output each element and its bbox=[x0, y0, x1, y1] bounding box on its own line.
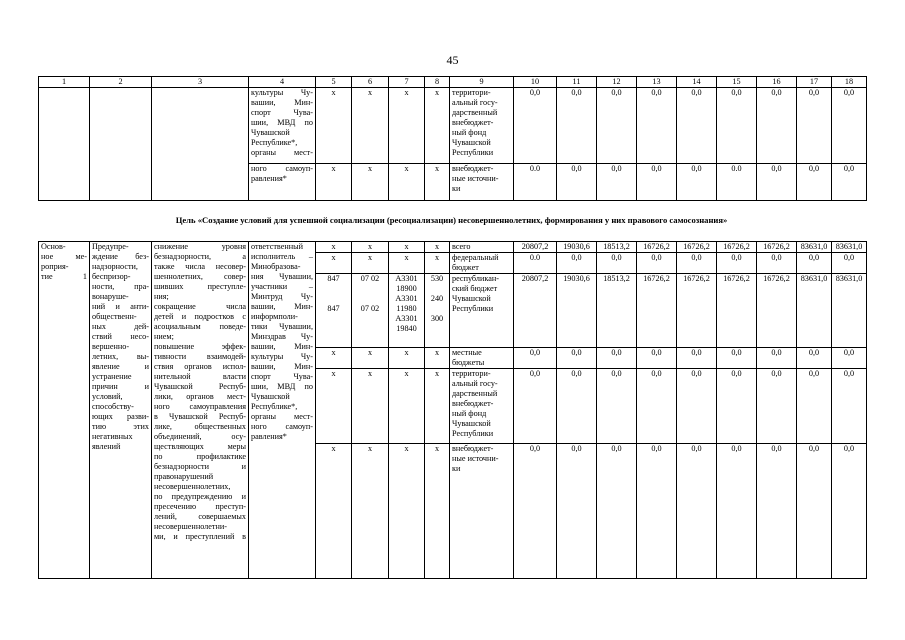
cell-line: ответственный bbox=[251, 242, 304, 251]
cell-value: 0,0 bbox=[677, 369, 717, 444]
header-cell: 11 bbox=[557, 77, 597, 88]
cell-col3 bbox=[152, 88, 249, 201]
cell-line bbox=[427, 284, 447, 294]
cell-value: 0,0 bbox=[717, 369, 757, 444]
cell-source bbox=[450, 348, 514, 369]
page-number: 45 bbox=[446, 53, 459, 67]
cell-line: равления* bbox=[251, 432, 287, 441]
cell-c7: x bbox=[389, 444, 425, 579]
cell-line: Чувашской bbox=[251, 392, 290, 401]
cell-value: 0,0 bbox=[514, 348, 557, 369]
cell-line: 18900 bbox=[396, 284, 417, 293]
cell-executor bbox=[249, 164, 316, 201]
cell-source bbox=[450, 274, 514, 348]
cell-value: 18513,2 bbox=[597, 274, 637, 348]
cell-line: территори- bbox=[452, 369, 491, 378]
cell-value: 83631,0 bbox=[832, 274, 867, 348]
cell-value: 83631,0 bbox=[832, 242, 867, 253]
cell-line: тивности взаимодей- bbox=[154, 352, 246, 361]
cell-value: 0,0 bbox=[717, 348, 757, 369]
cell-line: явление и bbox=[92, 362, 149, 371]
cell-line bbox=[318, 294, 349, 304]
cell-line: вашии, Мин- bbox=[251, 98, 313, 107]
header-cell: 13 bbox=[637, 77, 677, 88]
cell-line: Чувашской bbox=[452, 138, 491, 147]
cell-line: внебюджет- bbox=[452, 164, 494, 173]
cell-line: бюджет bbox=[452, 263, 479, 272]
cell-line: бюджеты bbox=[452, 358, 485, 367]
cell-line: несовершеннолетни- bbox=[154, 522, 227, 531]
cell-source bbox=[450, 253, 514, 274]
cell-line: беспризор- bbox=[92, 272, 131, 281]
cell-line: ки bbox=[452, 464, 461, 473]
header-cell: 8 bbox=[425, 77, 450, 88]
cell-line: шии, МВД по bbox=[251, 382, 313, 391]
cell-value: 19030,6 bbox=[557, 274, 597, 348]
cell-value: 0,0 bbox=[717, 253, 757, 274]
cell-value: 0,0 bbox=[757, 444, 797, 579]
cell-value: 0,0 bbox=[514, 444, 557, 579]
cell-line: ный фонд bbox=[452, 128, 487, 137]
cell-line: спорт Чува- bbox=[251, 372, 313, 381]
cell-line: ный фонд bbox=[452, 409, 487, 418]
cell-c8: x bbox=[425, 242, 450, 253]
cell-value: 16726,2 bbox=[717, 242, 757, 253]
header-cell: 5 bbox=[316, 77, 352, 88]
cell-value: 0,0 bbox=[717, 444, 757, 579]
cell-value: 0,0 bbox=[797, 164, 832, 201]
cell-value: 0,0 bbox=[514, 88, 557, 164]
cell-value: 0,0 bbox=[797, 444, 832, 579]
cell-line: роприя- bbox=[41, 262, 69, 271]
cell-value: 0,0 bbox=[514, 369, 557, 444]
cell-value: 0,0 bbox=[797, 369, 832, 444]
cell-line: ности, пра- bbox=[92, 282, 149, 291]
cell-value: 0,0 bbox=[717, 88, 757, 164]
cell-value: 0,0 bbox=[597, 88, 637, 164]
cell-line: способству- bbox=[92, 402, 134, 411]
cell-line: явлений bbox=[92, 442, 121, 451]
cell-line: 07 02 bbox=[360, 274, 380, 283]
cell-value: 0,0 bbox=[797, 253, 832, 274]
cell-value: 0,0 bbox=[757, 369, 797, 444]
cell-line: ния; bbox=[154, 292, 169, 301]
cell-line: органы мест- bbox=[251, 148, 313, 157]
cell-measure-name bbox=[90, 242, 152, 579]
cell-line: ми, и преступлений в bbox=[154, 532, 246, 541]
cell-c7 bbox=[389, 274, 425, 348]
cell-line: ждение без- bbox=[92, 252, 149, 261]
cell-line: органы мест- bbox=[251, 412, 313, 421]
cell-line: Минтруд Чу- bbox=[251, 292, 313, 301]
cell-line: Предупре- bbox=[92, 242, 129, 251]
cell-c7: x bbox=[389, 253, 425, 274]
cell-line: 19840 bbox=[396, 324, 417, 333]
cell-line bbox=[427, 304, 447, 314]
cell-line: внебюджет- bbox=[452, 444, 494, 453]
cell-line: тию этих bbox=[92, 422, 149, 431]
cell-line: также числа несовер- bbox=[154, 262, 246, 271]
cell-line: Республики bbox=[452, 148, 494, 157]
cell-value: 0,0 bbox=[637, 164, 677, 201]
header-cell: 14 bbox=[677, 77, 717, 88]
cell-measure-number bbox=[39, 242, 90, 579]
header-cell: 12 bbox=[597, 77, 637, 88]
cell-line: информполи- bbox=[251, 312, 298, 321]
cell-line: федеральный bbox=[452, 253, 499, 262]
cell-line: Чувашской bbox=[452, 294, 491, 303]
cell-c5: x bbox=[316, 242, 352, 253]
cell-line: надзорности, bbox=[92, 262, 138, 271]
cell-value: 0,0 bbox=[597, 369, 637, 444]
cell-line: ский бюджет bbox=[452, 284, 498, 293]
cell-line: снижение уровня bbox=[154, 242, 246, 251]
cell-c8: x bbox=[425, 253, 450, 274]
cell-value: 0,0 bbox=[757, 253, 797, 274]
cell-line: шеннолетних, совер- bbox=[154, 272, 246, 281]
cell-line: территори- bbox=[452, 88, 491, 97]
cell-line: ющих разви- bbox=[92, 412, 149, 421]
cell-value: 0,0 bbox=[677, 348, 717, 369]
cell-c6: x bbox=[352, 242, 389, 253]
cell-line: нием; bbox=[154, 332, 174, 341]
cell-line: вонаруше- bbox=[92, 292, 129, 301]
cell-line: Чувашской bbox=[251, 128, 290, 137]
cell-line: дарственный bbox=[452, 108, 498, 117]
cell-line: дарственный bbox=[452, 389, 498, 398]
cell-line: ществляющих меры bbox=[154, 442, 246, 451]
cell-line: местные bbox=[452, 348, 482, 357]
cell-value: 0.0 bbox=[717, 164, 757, 201]
cell-line: ные источни- bbox=[452, 174, 499, 183]
cell-line: по предупреждению и bbox=[154, 492, 246, 501]
cell-line: тики Чувашии, bbox=[251, 322, 313, 331]
cell-value: 0,0 bbox=[637, 253, 677, 274]
cell-line: тие 1 bbox=[41, 272, 87, 281]
header-cell: 9 bbox=[450, 77, 514, 88]
cell-line: лений, совершаемых bbox=[154, 512, 246, 521]
cell-line: 07 02 bbox=[360, 304, 380, 313]
cell-line: Республике*, bbox=[251, 402, 298, 411]
cell-line: ного самоуп- bbox=[251, 164, 313, 173]
cell-line: всего bbox=[452, 242, 471, 251]
cell-c5 bbox=[316, 274, 352, 348]
cell-line: нительной власти bbox=[154, 372, 246, 381]
cell-value: 83631,0 bbox=[797, 242, 832, 253]
cell-line: ного самоуп- bbox=[251, 422, 313, 431]
cell-line bbox=[318, 284, 349, 294]
cell-executor bbox=[249, 88, 316, 164]
cell-value: 0,0 bbox=[557, 369, 597, 444]
cell-line: исполнитель – bbox=[251, 252, 313, 261]
cell-value: 20807,2 bbox=[514, 274, 557, 348]
cell-line: А3301 bbox=[395, 314, 418, 323]
cell-value: 0,0 bbox=[557, 444, 597, 579]
cell-source bbox=[450, 88, 514, 164]
table-row bbox=[39, 88, 867, 164]
cell-expected-results bbox=[152, 242, 249, 579]
cell-line: по профилактике bbox=[154, 452, 246, 461]
cell-line: лики, органов мест- bbox=[154, 392, 246, 401]
header-cell: 3 bbox=[152, 77, 249, 88]
cell-line: общественн- bbox=[92, 312, 137, 321]
cell-line: повышение эффек- bbox=[154, 342, 246, 351]
cell-line: спорт Чува- bbox=[251, 108, 313, 117]
cell-c5: x bbox=[316, 88, 352, 164]
cell-c6: x bbox=[352, 253, 389, 274]
header-cell: 16 bbox=[757, 77, 797, 88]
cell-line: 530 bbox=[430, 274, 444, 283]
cell-line: 847 bbox=[327, 304, 340, 313]
cell-value: 0,0 bbox=[677, 444, 717, 579]
cell-value: 0,0 bbox=[677, 88, 717, 164]
cell-value: 0,0 bbox=[832, 348, 867, 369]
cell-c6: x bbox=[352, 369, 389, 444]
cell-value: 0,0 bbox=[597, 253, 637, 274]
cell-line: шивших преступле- bbox=[154, 282, 246, 291]
header-cell: 17 bbox=[797, 77, 832, 88]
cell-line: ное ме- bbox=[41, 252, 87, 261]
cell-line: устранение bbox=[92, 372, 132, 381]
cell-value: 0,0 bbox=[677, 253, 717, 274]
cell-line: вашии, Мин- bbox=[251, 362, 313, 371]
cell-line: альный госу- bbox=[452, 379, 498, 388]
cell-line: негативных bbox=[92, 432, 133, 441]
cell-col2 bbox=[90, 88, 152, 201]
header-cell: 10 bbox=[514, 77, 557, 88]
cell-line: ные источни- bbox=[452, 454, 499, 463]
cell-line: в Чувашской Респуб- bbox=[154, 412, 246, 421]
cell-value: 0,0 bbox=[637, 88, 677, 164]
cell-c5: x bbox=[316, 164, 352, 201]
cell-line: Чувашской Респуб- bbox=[154, 382, 246, 391]
cell-value: 0.0 bbox=[514, 253, 557, 274]
cell-line: Основ- bbox=[41, 242, 66, 251]
cell-source bbox=[450, 369, 514, 444]
cell-c6 bbox=[352, 274, 389, 348]
cell-c8: x bbox=[425, 444, 450, 579]
cell-line: сокращение числа bbox=[154, 302, 246, 311]
cell-value: 0,0 bbox=[757, 348, 797, 369]
header-cell: 4 bbox=[249, 77, 316, 88]
cell-c7: x bbox=[389, 164, 425, 201]
main-table bbox=[38, 241, 867, 579]
cell-line: Республики bbox=[452, 304, 494, 313]
cell-line: асоциальным поведе- bbox=[154, 322, 246, 331]
cell-value: 0.0 bbox=[514, 164, 557, 201]
cell-line: ния Чувашии, bbox=[251, 272, 313, 281]
cell-line: А3301 bbox=[395, 274, 418, 283]
cell-value: 0,0 bbox=[637, 369, 677, 444]
cell-line: участники – bbox=[251, 282, 313, 291]
cell-value: 0,0 bbox=[597, 164, 637, 201]
cell-source bbox=[450, 444, 514, 579]
cell-c6: x bbox=[352, 348, 389, 369]
table-row bbox=[39, 242, 867, 253]
cell-value: 16726,2 bbox=[757, 274, 797, 348]
cell-value: 83631,0 bbox=[797, 274, 832, 348]
cell-value: 16726,2 bbox=[677, 274, 717, 348]
cell-c5: x bbox=[316, 348, 352, 369]
cell-line bbox=[354, 294, 386, 304]
cell-value: 16726,2 bbox=[757, 242, 797, 253]
cell-line: республикан- bbox=[452, 274, 499, 283]
cell-line: шии, МВД по bbox=[251, 118, 313, 127]
cell-line bbox=[354, 284, 386, 294]
cell-line: Минздрав Чу- bbox=[251, 332, 313, 341]
cell-line: равления* bbox=[251, 174, 287, 183]
cell-value: 0,0 bbox=[597, 444, 637, 579]
cell-col1 bbox=[39, 88, 90, 201]
cell-c8: x bbox=[425, 369, 450, 444]
cell-line: безнадзорности, а bbox=[154, 252, 246, 261]
cell-line: Республике*, bbox=[251, 138, 298, 147]
cell-line: Республики bbox=[452, 429, 494, 438]
cell-line: внебюджет- bbox=[452, 399, 494, 408]
cell-line: ных дей- bbox=[92, 322, 149, 331]
cell-line: 240 bbox=[430, 294, 444, 303]
cell-value: 20807,2 bbox=[514, 242, 557, 253]
cell-line: несовершеннолетних, bbox=[154, 482, 231, 491]
header-cell: 2 bbox=[90, 77, 152, 88]
cell-line: ки bbox=[452, 184, 461, 193]
top-table bbox=[38, 76, 867, 201]
cell-line: лике, общественных bbox=[154, 422, 246, 431]
cell-source bbox=[450, 164, 514, 201]
cell-line: детей и подростков с bbox=[154, 312, 246, 321]
cell-line: безнадзорности и bbox=[154, 462, 246, 471]
cell-line: Чувашской bbox=[452, 419, 491, 428]
cell-value: 0,0 bbox=[677, 164, 717, 201]
cell-value: 19030,6 bbox=[557, 242, 597, 253]
cell-value: 0,0 bbox=[832, 164, 867, 201]
cell-value: 0,0 bbox=[557, 253, 597, 274]
cell-line: 11980 bbox=[396, 304, 417, 313]
cell-line: причин и bbox=[92, 382, 149, 391]
cell-value: 0,0 bbox=[637, 348, 677, 369]
header-row bbox=[39, 77, 867, 88]
cell-c7: x bbox=[389, 88, 425, 164]
cell-value: 0,0 bbox=[832, 88, 867, 164]
cell-line: вашии, Мин- bbox=[251, 302, 313, 311]
cell-value: 16726,2 bbox=[717, 274, 757, 348]
cell-line: пресечению преступ- bbox=[154, 502, 246, 511]
cell-line: А3301 bbox=[395, 294, 418, 303]
cell-value: 16726,2 bbox=[677, 242, 717, 253]
cell-line: 847 bbox=[327, 274, 340, 283]
cell-line: объединений, осу- bbox=[154, 432, 246, 441]
cell-value: 0,0 bbox=[557, 348, 597, 369]
cell-value: 0,0 bbox=[557, 164, 597, 201]
cell-c8: x bbox=[425, 348, 450, 369]
cell-source bbox=[450, 242, 514, 253]
goal-title: Цель «Создание условий для успешной социализации (ресоциализации) несовершеннолетних, формирования у них правового самосознания» bbox=[175, 215, 728, 225]
cell-line: вершенно- bbox=[92, 342, 130, 351]
cell-c8: x bbox=[425, 88, 450, 164]
cell-value: 16726,2 bbox=[637, 274, 677, 348]
cell-value: 0,0 bbox=[757, 88, 797, 164]
cell-line: культуры Чу- bbox=[251, 352, 313, 361]
cell-line: условий, bbox=[92, 392, 123, 401]
cell-value: 0,0 bbox=[832, 369, 867, 444]
cell-value: 16726,2 bbox=[637, 242, 677, 253]
cell-value: 0,0 bbox=[832, 444, 867, 579]
cell-c6: x bbox=[352, 444, 389, 579]
header-cell: 7 bbox=[389, 77, 425, 88]
header-cell: 15 bbox=[717, 77, 757, 88]
cell-line: летних, вы- bbox=[92, 352, 149, 361]
cell-value: 0,0 bbox=[832, 253, 867, 274]
cell-line: 300 bbox=[430, 314, 444, 323]
cell-value: 0,0 bbox=[797, 88, 832, 164]
cell-line: вашии, Мин- bbox=[251, 342, 313, 351]
cell-line: Минобразова- bbox=[251, 262, 301, 271]
cell-value: 18513,2 bbox=[597, 242, 637, 253]
cell-c7: x bbox=[389, 242, 425, 253]
cell-c5: x bbox=[316, 444, 352, 579]
cell-value: 0,0 bbox=[597, 348, 637, 369]
cell-value: 0,0 bbox=[757, 164, 797, 201]
cell-c7: x bbox=[389, 348, 425, 369]
cell-line: ного самоуправления bbox=[154, 402, 246, 411]
cell-c8 bbox=[425, 274, 450, 348]
cell-c7: x bbox=[389, 369, 425, 444]
cell-c5: x bbox=[316, 253, 352, 274]
cell-value: 0,0 bbox=[797, 348, 832, 369]
header-cell: 1 bbox=[39, 77, 90, 88]
cell-line: ствия органов испол- bbox=[154, 362, 246, 371]
cell-line: внебюджет- bbox=[452, 118, 494, 127]
header-cell: 18 bbox=[832, 77, 867, 88]
cell-line: ний и анти- bbox=[92, 302, 149, 311]
cell-line: ствий несо- bbox=[92, 332, 149, 341]
cell-c8: x bbox=[425, 164, 450, 201]
cell-line: правонарушений bbox=[154, 472, 214, 481]
cell-c5: x bbox=[316, 369, 352, 444]
cell-value: 0,0 bbox=[637, 444, 677, 579]
cell-c6: x bbox=[352, 88, 389, 164]
header-cell: 6 bbox=[352, 77, 389, 88]
cell-line: альный госу- bbox=[452, 98, 498, 107]
cell-executor bbox=[249, 242, 316, 579]
cell-value: 0,0 bbox=[557, 88, 597, 164]
cell-line: культуры Чу- bbox=[251, 88, 313, 97]
cell-c6: x bbox=[352, 164, 389, 201]
